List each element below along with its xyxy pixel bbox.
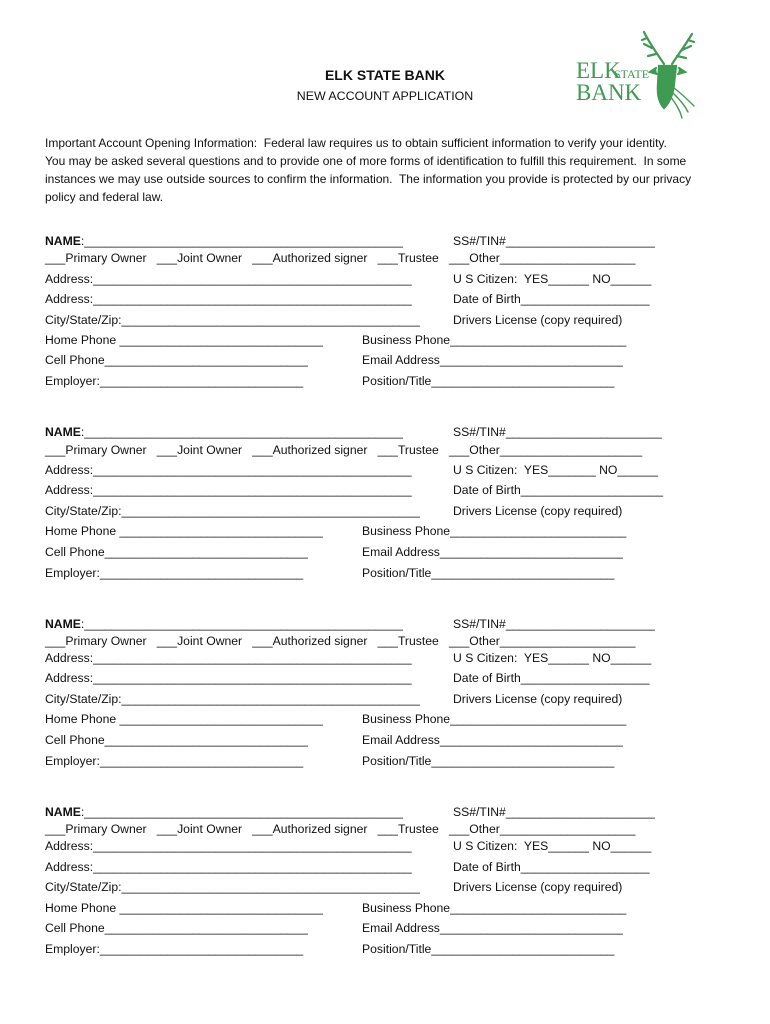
bank-logo bbox=[560, 22, 730, 127]
owner-role-options[interactable]: ___Primary Owner ___Joint Owner ___Authorized signer ___Trustee ___Other____________________ bbox=[45, 822, 636, 836]
logo-word-elk: ELK bbox=[576, 58, 621, 83]
owner-role-options[interactable]: ___Primary Owner ___Joint Owner ___Authorized signer ___Trustee ___Other_____________________ bbox=[45, 443, 643, 457]
name-line: :_______________________________________________ bbox=[80, 234, 403, 248]
citizen-field[interactable]: U S Citizen: YES_______ NO______ bbox=[453, 463, 659, 477]
address-field-2[interactable]: Address:_______________________________________________ bbox=[45, 671, 412, 685]
ssn-field[interactable]: SS#/TIN#______________________ bbox=[453, 234, 655, 248]
cell-phone-field[interactable]: Cell Phone______________________________ bbox=[45, 921, 308, 935]
position-field[interactable]: Position/Title___________________________ bbox=[362, 374, 615, 388]
business-phone-field[interactable]: Business Phone__________________________ bbox=[362, 333, 627, 347]
dob-field[interactable]: Date of Birth___________________ bbox=[453, 671, 650, 685]
home-phone-field[interactable]: Home Phone ______________________________ bbox=[45, 901, 323, 915]
intro-paragraph bbox=[45, 134, 735, 206]
city-state-zip-field[interactable]: City/State/Zip:____________________________________________ bbox=[45, 692, 420, 706]
cell-phone-field[interactable]: Cell Phone______________________________ bbox=[45, 353, 308, 367]
employer-field[interactable]: Employer:______________________________ bbox=[45, 754, 304, 768]
employer-field[interactable]: Employer:______________________________ bbox=[45, 942, 304, 956]
email-field[interactable]: Email Address___________________________ bbox=[362, 921, 623, 935]
drivers-license-note: Drivers License (copy required) bbox=[453, 504, 623, 518]
page-subtitle: NEW ACCOUNT APPLICATION bbox=[296, 89, 474, 103]
home-phone-field[interactable]: Home Phone ______________________________ bbox=[45, 333, 323, 347]
name-field[interactable] bbox=[45, 805, 403, 819]
city-state-zip-field[interactable]: City/State/Zip:____________________________________________ bbox=[45, 880, 420, 894]
drivers-license-note: Drivers License (copy required) bbox=[453, 692, 623, 706]
drivers-license-note: Drivers License (copy required) bbox=[453, 313, 623, 327]
address-field-1[interactable]: Address:_______________________________________________ bbox=[45, 651, 412, 665]
name-label: NAME bbox=[45, 805, 81, 819]
city-state-zip-field[interactable]: City/State/Zip:____________________________________________ bbox=[45, 313, 420, 327]
page-title: ELK STATE BANK bbox=[324, 67, 446, 83]
owner-role-options[interactable]: ___Primary Owner ___Joint Owner ___Authorized signer ___Trustee ___Other____________________ bbox=[45, 634, 636, 648]
logo-word-bank: BANK bbox=[576, 80, 642, 105]
address-field-1[interactable]: Address:_______________________________________________ bbox=[45, 839, 412, 853]
dob-field[interactable]: Date of Birth_____________________ bbox=[453, 483, 664, 497]
name-label: NAME bbox=[45, 617, 81, 631]
email-field[interactable]: Email Address___________________________ bbox=[362, 545, 623, 559]
employer-field[interactable]: Employer:______________________________ bbox=[45, 566, 304, 580]
drivers-license-note: Drivers License (copy required) bbox=[453, 880, 623, 894]
email-field[interactable]: Email Address___________________________ bbox=[362, 733, 623, 747]
elk-head-icon bbox=[642, 32, 694, 118]
business-phone-field[interactable]: Business Phone__________________________ bbox=[362, 524, 627, 538]
business-phone-field[interactable]: Business Phone__________________________ bbox=[362, 712, 627, 726]
citizen-field[interactable]: U S Citizen: YES______ NO______ bbox=[453, 651, 652, 665]
intro-line: instances we may use outside sources to confirm the information. The information you provide is protected by our privacy bbox=[45, 172, 692, 186]
ssn-field[interactable]: SS#/TIN#______________________ bbox=[453, 617, 655, 631]
home-phone-field[interactable]: Home Phone ______________________________ bbox=[45, 712, 323, 726]
employer-field[interactable]: Employer:______________________________ bbox=[45, 374, 304, 388]
ssn-field[interactable]: SS#/TIN#______________________ bbox=[453, 805, 655, 819]
home-phone-field[interactable]: Home Phone ______________________________ bbox=[45, 524, 323, 538]
address-field-2[interactable]: Address:_______________________________________________ bbox=[45, 292, 412, 306]
name-label: NAME bbox=[45, 234, 81, 248]
city-state-zip-field[interactable]: City/State/Zip:____________________________________________ bbox=[45, 504, 420, 518]
ssn-field[interactable]: SS#/TIN#_______________________ bbox=[453, 425, 662, 439]
logo-word-state: STATE bbox=[614, 67, 650, 81]
citizen-field[interactable]: U S Citizen: YES______ NO______ bbox=[453, 272, 652, 286]
position-field[interactable]: Position/Title___________________________ bbox=[362, 754, 615, 768]
dob-field[interactable]: Date of Birth___________________ bbox=[453, 292, 650, 306]
name-line: :_______________________________________________ bbox=[80, 425, 403, 439]
intro-line: Important Account Opening Information: Federal law requires us to obtain sufficient information to verify your identity. bbox=[45, 136, 667, 150]
address-field-1[interactable]: Address:_______________________________________________ bbox=[45, 272, 412, 286]
address-field-2[interactable]: Address:_______________________________________________ bbox=[45, 860, 412, 874]
owner-role-options[interactable]: ___Primary Owner ___Joint Owner ___Authorized signer ___Trustee ___Other____________________ bbox=[45, 251, 636, 265]
name-field[interactable] bbox=[45, 617, 403, 631]
name-field[interactable] bbox=[45, 425, 403, 439]
address-field-1[interactable]: Address:_______________________________________________ bbox=[45, 463, 412, 477]
name-label: NAME bbox=[45, 425, 81, 439]
position-field[interactable]: Position/Title___________________________ bbox=[362, 942, 615, 956]
business-phone-field[interactable]: Business Phone__________________________ bbox=[362, 901, 627, 915]
name-line: :_______________________________________________ bbox=[80, 805, 403, 819]
citizen-field[interactable]: U S Citizen: YES______ NO______ bbox=[453, 839, 652, 853]
name-field[interactable] bbox=[45, 234, 403, 248]
intro-line: policy and federal law. bbox=[45, 190, 164, 204]
cell-phone-field[interactable]: Cell Phone______________________________ bbox=[45, 545, 308, 559]
position-field[interactable]: Position/Title___________________________ bbox=[362, 566, 615, 580]
dob-field[interactable]: Date of Birth___________________ bbox=[453, 860, 650, 874]
intro-line: You may be asked several questions and to provide one of more forms of identification to fulfill this requirement. In some bbox=[45, 154, 687, 168]
address-field-2[interactable]: Address:_______________________________________________ bbox=[45, 483, 412, 497]
cell-phone-field[interactable]: Cell Phone______________________________ bbox=[45, 733, 308, 747]
name-line: :_______________________________________________ bbox=[80, 617, 403, 631]
email-field[interactable]: Email Address___________________________ bbox=[362, 353, 623, 367]
